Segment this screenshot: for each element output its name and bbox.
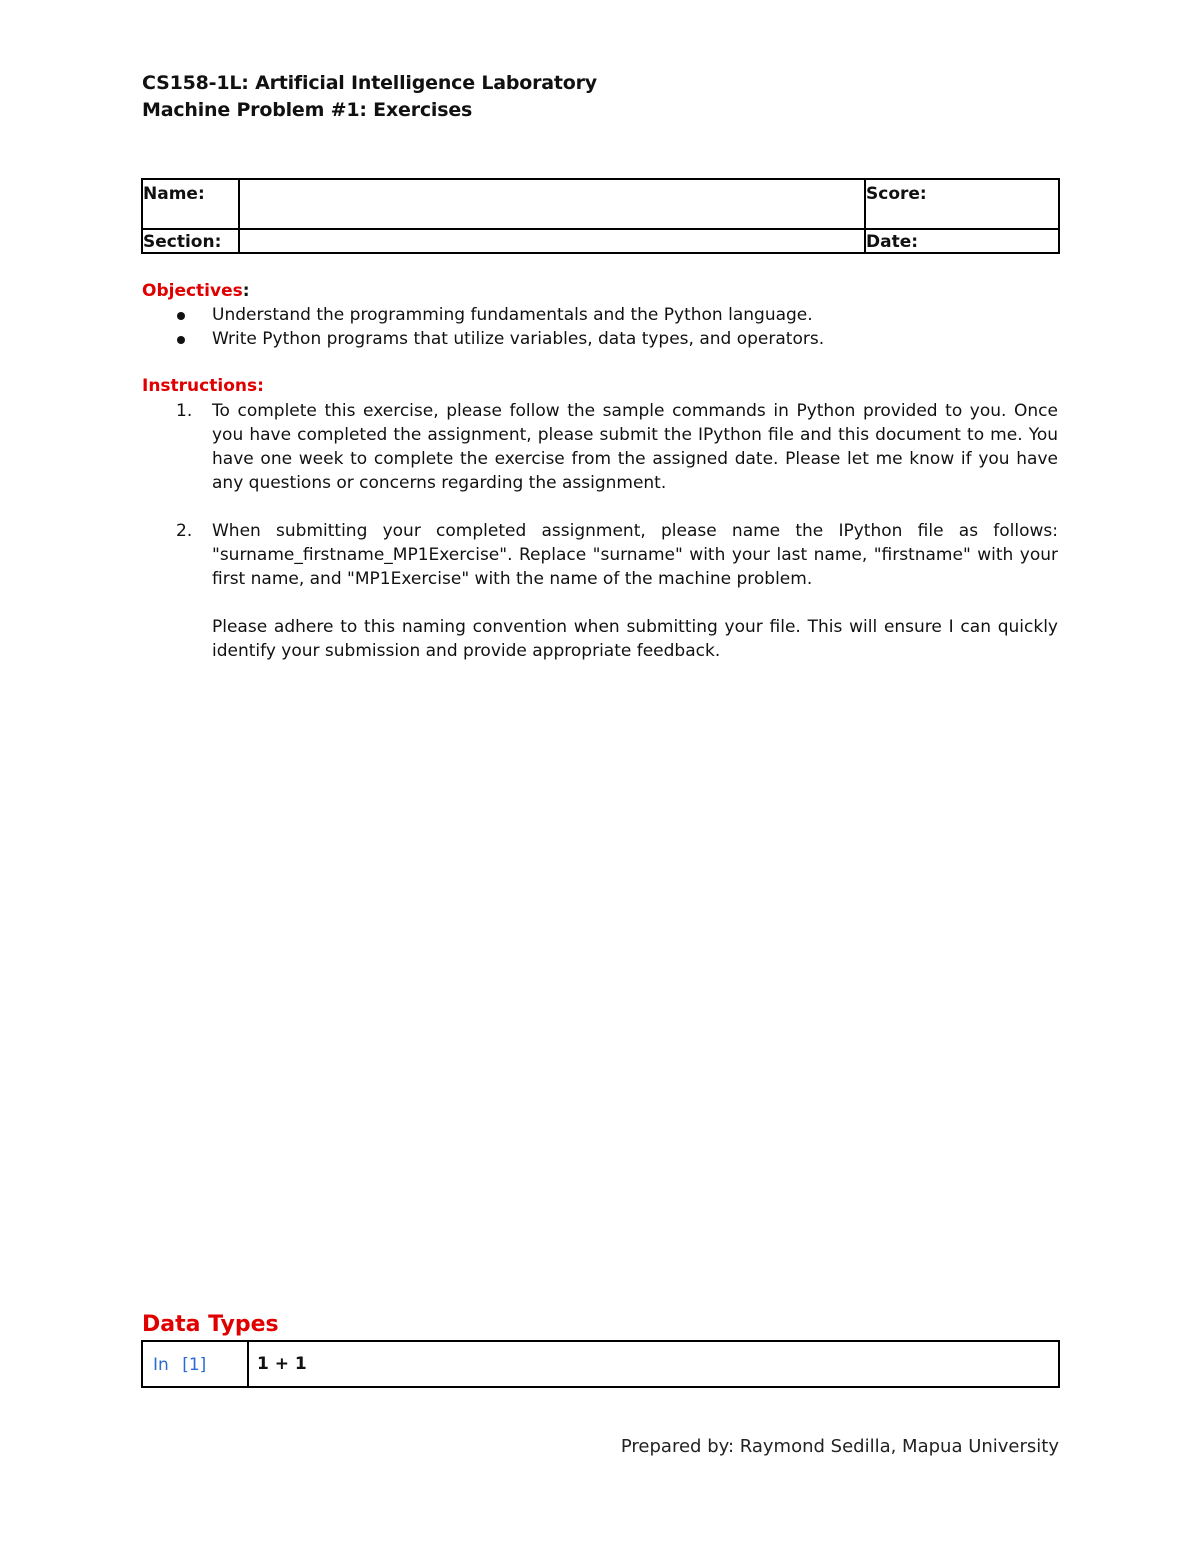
objective-item: Write Python programs that utilize variables, data types, and operators. <box>212 329 825 349</box>
course-title: CS158-1L: Artificial Intelligence Laboratory <box>142 72 597 94</box>
list-number: 2. <box>176 521 193 541</box>
table-divider <box>247 1342 249 1386</box>
objectives-colon: : <box>242 281 250 301</box>
objectives-heading-text: Objectives <box>142 281 243 301</box>
name-label: Name: <box>143 184 205 204</box>
instruction-item: To complete this exercise, please follow the sample commands in Python provided to you. Once you have completed the assignment, please submit the IPython file and this document to me. You have one week to complete the exercise from the assigned date. Please let me know if you have any questions or concerns regarding the assignment. <box>212 401 1058 493</box>
list-number: 1. <box>176 401 193 421</box>
objective-item: Understand the programming fundamentals and the Python language. <box>212 305 813 325</box>
bullet-icon <box>177 336 185 344</box>
student-info-table <box>141 178 1060 254</box>
footer-credit: Prepared by: Raymond Sedilla, Mapua University <box>620 1436 1059 1457</box>
data-types-heading: Data Types <box>142 1312 279 1337</box>
name-field[interactable] <box>240 180 864 228</box>
code-input[interactable]: 1 + 1 <box>257 1354 307 1374</box>
instruction-item: When submitting your completed assignment, please name the IPython file as follows: "surname_firstname_MP1Exercise". Replace "surname" with your last name, "firstname" with your first name, and "MP1Exercise" with the name of the machine problem. <box>212 521 1058 589</box>
machine-problem-title: Machine Problem #1: Exercises <box>142 99 473 121</box>
score-label: Score: <box>866 184 927 204</box>
date-label: Date: <box>866 232 919 252</box>
instructions-heading: Instructions: <box>142 376 264 396</box>
section-field[interactable] <box>240 230 864 252</box>
bullet-icon <box>177 312 185 320</box>
code-cell <box>141 1340 1060 1388</box>
section-label: Section: <box>143 232 222 252</box>
input-prompt: In [1] <box>153 1355 207 1375</box>
instruction-note: Please adhere to this naming convention when submitting your file. This will ensure I can quickly identify your submission and provide appropriate feedback. <box>212 617 1058 661</box>
objectives-heading <box>142 281 250 301</box>
